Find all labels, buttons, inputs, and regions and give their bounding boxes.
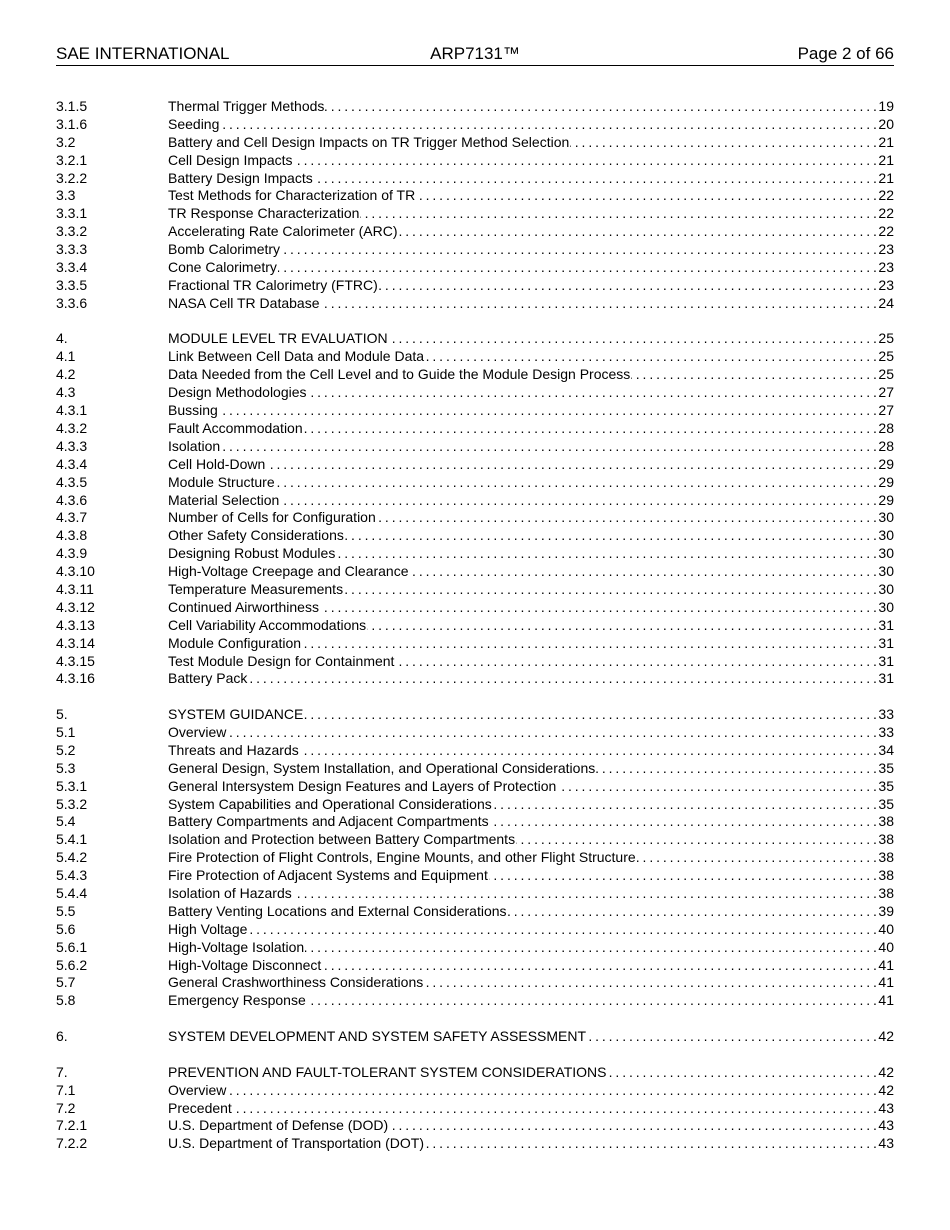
- toc-entry-line: [168, 223, 894, 241]
- toc-entry-line: [168, 474, 894, 492]
- toc-entry-number: 3.3.4: [56, 259, 88, 276]
- toc-entry-number: 4.3.9: [56, 545, 88, 562]
- header-organization: SAE INTERNATIONAL: [56, 44, 230, 63]
- toc-entry-page: 41: [878, 992, 894, 1009]
- toc-entry-title[interactable]: Design Methodologies: [168, 384, 307, 401]
- toc-entry-page: 21: [878, 133, 894, 150]
- toc-entry[interactable]: [56, 1100, 894, 1118]
- toc-entry-page: 43: [878, 1135, 894, 1152]
- toc-entry-page: 38: [878, 849, 894, 866]
- toc-entry-number: 4.3.1: [56, 402, 88, 419]
- toc-entry[interactable]: [56, 670, 894, 688]
- toc-entry-page: 41: [878, 956, 894, 973]
- toc-entry[interactable]: [56, 635, 894, 653]
- toc-entry-number: 5.: [56, 706, 68, 723]
- toc-entry-page: 29: [878, 473, 894, 490]
- toc-entry-page: 25: [878, 366, 894, 383]
- toc-entry-number: 4.3.13: [56, 616, 95, 633]
- toc-entry-number: 4.3.15: [56, 652, 95, 669]
- toc-entry-page: 31: [878, 616, 894, 633]
- toc-entry-title[interactable]: Cell Design Impacts: [168, 151, 293, 168]
- toc-entry[interactable]: [56, 134, 894, 152]
- toc-section-group: [56, 1064, 894, 1153]
- toc-entry-title[interactable]: High-Voltage Disconnect: [168, 956, 322, 973]
- toc-entry-number: 4.3.7: [56, 509, 88, 526]
- toc-entry[interactable]: [56, 1135, 894, 1153]
- toc-entry-line: [168, 277, 894, 295]
- toc-entry[interactable]: [56, 992, 894, 1010]
- toc-entry-title[interactable]: Battery and Cell Design Impacts on TR Trigger Method Selection: [168, 133, 570, 150]
- toc-entry-title[interactable]: Continued Airworthiness: [168, 598, 319, 615]
- toc-entry-line: [168, 98, 894, 116]
- toc-entry-number: 4.3.4: [56, 455, 88, 472]
- toc-entry-line: [168, 617, 894, 635]
- toc-entry-page: 22: [878, 187, 894, 204]
- toc-dot-leader: [168, 402, 894, 420]
- toc-dot-leader: [168, 1082, 894, 1100]
- toc-entry[interactable]: [56, 867, 894, 885]
- toc-entry[interactable]: [56, 205, 894, 223]
- toc-entry[interactable]: [56, 831, 894, 849]
- toc-entry-page: 27: [878, 384, 894, 401]
- toc-entry[interactable]: [56, 1064, 894, 1082]
- toc-entry-title[interactable]: Data Needed from the Cell Level and to Guide the Module Design Process: [168, 366, 631, 383]
- toc-entry-number: 3.2.2: [56, 169, 88, 186]
- toc-entry-line: [168, 778, 894, 796]
- toc-entry[interactable]: [56, 152, 894, 170]
- toc-entry-title[interactable]: Battery Compartments and Adjacent Compartments: [168, 813, 489, 830]
- toc-entry[interactable]: [56, 223, 894, 241]
- toc-entry-page: 29: [878, 455, 894, 472]
- toc-entry-line: [168, 1100, 894, 1118]
- toc-entry-number: 7.2.1: [56, 1117, 88, 1134]
- toc-entry-number: 5.1: [56, 723, 76, 740]
- toc-entry-line: [168, 599, 894, 617]
- toc-entry-line: [168, 653, 894, 671]
- toc-entry-number: 4.1: [56, 348, 76, 365]
- page-header: [56, 43, 894, 66]
- toc-entry-title[interactable]: Cone Calorimetry: [168, 259, 277, 276]
- toc-entry[interactable]: [56, 581, 894, 599]
- toc-dot-leader: [168, 474, 894, 492]
- toc-entry-number: 5.2: [56, 741, 76, 758]
- toc-entry-number: 4.3.6: [56, 491, 88, 508]
- toc-entry-title[interactable]: General Design, System Installation, and Operational Considerations: [168, 759, 596, 776]
- toc-entry-number: 3.1.6: [56, 115, 88, 132]
- toc-entry-page: 35: [878, 759, 894, 776]
- toc-entry-title[interactable]: Threats and Hazards: [168, 741, 299, 758]
- toc-entry-page: 20: [878, 115, 894, 132]
- toc-entry[interactable]: [56, 187, 894, 205]
- toc-dot-leader: [168, 1100, 894, 1118]
- toc-entry-page: 43: [878, 1099, 894, 1116]
- toc-entry-page: 30: [878, 545, 894, 562]
- toc-entry-page: 38: [878, 885, 894, 901]
- toc-entry[interactable]: [56, 885, 894, 903]
- toc-entry-title[interactable]: U.S. Department of Transportation (DOT): [168, 1135, 424, 1152]
- toc-entry[interactable]: [56, 241, 894, 259]
- toc-entry-page: 19: [878, 98, 894, 114]
- toc-entry-line: [168, 885, 894, 903]
- toc-entry-page: 29: [878, 491, 894, 508]
- toc-entry[interactable]: [56, 509, 894, 527]
- toc-entry-number: 3.3.5: [56, 276, 88, 293]
- toc-entry[interactable]: [56, 1028, 894, 1046]
- toc-entry-line: [168, 903, 894, 921]
- toc-entry-page: 23: [878, 241, 894, 258]
- toc-entry-title[interactable]: Seeding: [168, 115, 220, 132]
- toc-entry-title[interactable]: Accelerating Rate Calorimeter (ARC): [168, 223, 398, 240]
- toc-entry-line: [168, 813, 894, 831]
- toc-entry-title[interactable]: Isolation of Hazards: [168, 885, 292, 901]
- toc-section-group: [56, 1028, 894, 1046]
- toc-entry-title[interactable]: TR Response Characterization: [168, 205, 360, 222]
- toc-entry-line: [168, 259, 894, 277]
- toc-entry-line: [168, 205, 894, 223]
- toc-entry-title[interactable]: Isolation and Protection between Battery Compartments: [168, 831, 516, 848]
- toc-entry[interactable]: [56, 813, 894, 831]
- toc-entry-number: 4.3.8: [56, 527, 88, 544]
- toc-entry-line: [168, 581, 894, 599]
- toc-entry-line: [168, 957, 894, 975]
- toc-entry-number: 3.3.2: [56, 223, 88, 240]
- toc-entry-number: 4.3.16: [56, 670, 95, 687]
- toc-entry-title[interactable]: Fractional TR Calorimetry (FTRC): [168, 276, 378, 293]
- toc-entry-title[interactable]: Module Configuration: [168, 634, 302, 651]
- toc-entry-page: 42: [878, 1063, 894, 1080]
- toc-entry-title[interactable]: Bomb Calorimetry: [168, 241, 281, 258]
- toc-entry-number: 3.3.6: [56, 294, 88, 311]
- toc-entry-number: 5.4.3: [56, 867, 88, 884]
- toc-entry-page: 42: [878, 1081, 894, 1098]
- toc-entry-title[interactable]: Fault Accommodation: [168, 419, 303, 436]
- toc-entry-number: 4.3.14: [56, 634, 95, 651]
- toc-entry-line: [168, 545, 894, 563]
- toc-entry-line: [168, 456, 894, 474]
- toc-entry[interactable]: [56, 724, 894, 742]
- toc-entry-number: 3.1.5: [56, 98, 88, 114]
- toc-entry-title[interactable]: Thermal Trigger Methods: [168, 98, 325, 114]
- toc-entry-line: [168, 724, 894, 742]
- toc-dot-leader: [168, 921, 894, 939]
- toc-entry-line: [168, 992, 894, 1010]
- toc-entry-line: [168, 187, 894, 205]
- toc-entry[interactable]: [56, 903, 894, 921]
- toc-entry-line: [168, 402, 894, 420]
- toc-entry-title[interactable]: U.S. Department of Defense (DOD): [168, 1117, 389, 1134]
- toc-entry-title[interactable]: NASA Cell TR Database: [168, 294, 320, 311]
- toc-entry[interactable]: [56, 742, 894, 760]
- toc-entry-page: 23: [878, 276, 894, 293]
- toc-entry-number: 3.3: [56, 187, 76, 204]
- toc-entry-title[interactable]: Fire Protection of Flight Controls, Engine Mounts, and other Flight Structure: [168, 849, 636, 866]
- toc-entry-number: 7.2.2: [56, 1135, 88, 1152]
- toc-entry-line: [168, 509, 894, 527]
- toc-entry[interactable]: [56, 456, 894, 474]
- toc-entry[interactable]: [56, 295, 894, 313]
- toc-entry-line: [168, 1064, 894, 1082]
- toc-entry[interactable]: [56, 474, 894, 492]
- toc-entry-title[interactable]: Battery Venting Locations and External Considerations: [168, 902, 507, 919]
- toc-entry-page: 30: [878, 527, 894, 544]
- toc-entry-line: [168, 635, 894, 653]
- toc-entry-page: 21: [878, 151, 894, 168]
- toc-entry-line: [168, 670, 894, 688]
- toc-entry-page: 30: [878, 598, 894, 615]
- toc-entry-number: 5.7: [56, 974, 76, 991]
- toc-entry-title[interactable]: Overview: [168, 723, 227, 740]
- toc-entry-number: 7.: [56, 1063, 68, 1080]
- toc-entry-line: [168, 563, 894, 581]
- toc-entry-line: [168, 438, 894, 456]
- toc-entry-page: 42: [878, 1028, 894, 1045]
- toc-entry[interactable]: [56, 384, 894, 402]
- toc-entry-number: 3.3.3: [56, 241, 88, 258]
- toc-dot-leader: [168, 456, 894, 474]
- toc-entry-number: 4.2: [56, 366, 76, 383]
- toc-dot-leader: [168, 670, 894, 688]
- toc-entry-line: [168, 116, 894, 134]
- toc-entry-line: [168, 742, 894, 760]
- toc-entry-page: 40: [878, 920, 894, 937]
- toc-entry[interactable]: [56, 939, 894, 957]
- toc-entry-line: [168, 492, 894, 510]
- toc-entry-number: 4.3: [56, 384, 76, 401]
- toc-entry[interactable]: [56, 348, 894, 366]
- toc-entry-title[interactable]: SYSTEM DEVELOPMENT AND SYSTEM SAFETY ASSESSMENT: [168, 1028, 587, 1045]
- toc-entry-title[interactable]: Cell Hold-Down: [168, 455, 266, 472]
- toc-entry-page: 28: [878, 437, 894, 454]
- toc-entry-line: [168, 831, 894, 849]
- toc-entry-page: 43: [878, 1117, 894, 1134]
- toc-entry-line: [168, 366, 894, 384]
- toc-entry-line: [168, 706, 894, 724]
- toc-entry-number: 5.3.2: [56, 795, 88, 812]
- toc-entry-number: 5.6: [56, 920, 76, 937]
- toc-entry-line: [168, 1117, 894, 1135]
- toc-entry-number: 7.1: [56, 1081, 76, 1098]
- toc-entry[interactable]: [56, 277, 894, 295]
- toc-entry-title[interactable]: High Voltage: [168, 920, 248, 937]
- toc-entry-line: [168, 760, 894, 778]
- toc-entry[interactable]: [56, 259, 894, 277]
- toc-entry-page: 24: [878, 294, 894, 311]
- toc-entry-page: 22: [878, 223, 894, 240]
- toc-entry-number: 4.3.11: [56, 580, 94, 597]
- toc-entry[interactable]: [56, 921, 894, 939]
- toc-entry-line: [168, 420, 894, 438]
- toc-entry-number: 5.3.1: [56, 777, 88, 794]
- toc-entry-number: 6.: [56, 1028, 68, 1045]
- toc-entry-page: 31: [878, 634, 894, 651]
- toc-entry[interactable]: [56, 116, 894, 134]
- toc-entry-title[interactable]: Battery Pack: [168, 670, 248, 687]
- toc-dot-leader: [168, 724, 894, 742]
- toc-entry-title[interactable]: Cell Variability Accommodations: [168, 616, 367, 633]
- toc-entry-line: [168, 974, 894, 992]
- table-of-contents: [56, 98, 894, 1171]
- toc-entry-title[interactable]: System Capabilities and Operational Considerations: [168, 795, 492, 812]
- toc-entry-line: [168, 849, 894, 867]
- toc-entry-title[interactable]: Isolation: [168, 437, 221, 454]
- toc-entry-line: [168, 939, 894, 957]
- toc-entry[interactable]: [56, 778, 894, 796]
- toc-entry-page: 35: [878, 777, 894, 794]
- toc-entry-number: 5.3: [56, 759, 76, 776]
- toc-entry-number: 5.5: [56, 902, 76, 919]
- toc-section-group: [56, 330, 894, 688]
- toc-entry-line: [168, 1082, 894, 1100]
- toc-entry-page: 41: [878, 974, 894, 991]
- toc-entry[interactable]: [56, 617, 894, 635]
- toc-entry-title[interactable]: Overview: [168, 1081, 227, 1098]
- toc-entry-number: 4.: [56, 330, 68, 347]
- toc-entry-number: 4.3.10: [56, 563, 95, 580]
- toc-entry[interactable]: [56, 563, 894, 581]
- toc-entry-title[interactable]: Test Methods for Characterization of TR: [168, 187, 416, 204]
- toc-entry[interactable]: [56, 760, 894, 778]
- toc-entry-number: 4.3.2: [56, 419, 88, 436]
- toc-entry-line: [168, 921, 894, 939]
- toc-entry-title[interactable]: Temperature Measurements: [168, 580, 344, 597]
- toc-entry-page: 30: [878, 563, 894, 580]
- toc-entry-number: 5.4.4: [56, 885, 88, 901]
- toc-entry-number: 5.8: [56, 992, 76, 1009]
- toc-entry-number: 4.3.5: [56, 473, 88, 490]
- header-page-label: Page 2 of 66: [797, 44, 894, 63]
- toc-entry[interactable]: [56, 1117, 894, 1135]
- toc-entry-page: 23: [878, 259, 894, 276]
- header-document-id: ARP7131™: [430, 44, 520, 63]
- toc-entry-page: 38: [878, 831, 894, 848]
- toc-entry-title[interactable]: Battery Design Impacts: [168, 169, 313, 186]
- toc-entry-line: [168, 152, 894, 170]
- toc-entry-number: 3.2: [56, 133, 76, 150]
- toc-entry-number: 5.4: [56, 813, 76, 830]
- toc-entry[interactable]: [56, 706, 894, 724]
- toc-entry-line: [168, 1135, 894, 1153]
- toc-entry-page: 30: [878, 580, 894, 597]
- toc-entry-line: [168, 527, 894, 545]
- toc-entry-title[interactable]: Module Structure: [168, 473, 275, 490]
- toc-entry-line: [168, 241, 894, 259]
- toc-entry-title[interactable]: Number of Cells for Configuration: [168, 509, 376, 526]
- toc-entry-title[interactable]: Link Between Cell Data and Module Data: [168, 348, 425, 365]
- toc-entry[interactable]: [56, 527, 894, 545]
- toc-entry-title[interactable]: Test Module Design for Containment: [168, 652, 395, 669]
- toc-entry-title[interactable]: High-Voltage Isolation: [168, 938, 305, 955]
- toc-entry[interactable]: [56, 545, 894, 563]
- toc-entry[interactable]: [56, 98, 894, 116]
- toc-entry-page: 28: [878, 419, 894, 436]
- toc-entry-line: [168, 384, 894, 402]
- toc-entry[interactable]: [56, 420, 894, 438]
- toc-entry-title[interactable]: General Intersystem Design Features and Layers of Protection: [168, 777, 557, 794]
- toc-section-group: [56, 98, 894, 313]
- toc-entry-title[interactable]: High-Voltage Creepage and Clearance: [168, 563, 409, 580]
- toc-entry-number: 3.2.1: [56, 151, 88, 168]
- toc-entry[interactable]: [56, 492, 894, 510]
- toc-entry-number: 7.2: [56, 1099, 76, 1116]
- toc-entry-line: [168, 867, 894, 885]
- toc-entry[interactable]: [56, 366, 894, 384]
- toc-entry-title[interactable]: Material Selection: [168, 491, 280, 508]
- toc-entry-line: [168, 796, 894, 814]
- toc-entry-title[interactable]: Fire Protection of Adjacent Systems and Equipment: [168, 867, 488, 884]
- toc-entry-title[interactable]: Bussing: [168, 402, 218, 419]
- toc-section-group: [56, 706, 894, 1010]
- toc-entry-title[interactable]: Emergency Response: [168, 992, 306, 1009]
- toc-entry-number: 4.3.3: [56, 437, 88, 454]
- toc-entry[interactable]: [56, 1082, 894, 1100]
- toc-entry-title[interactable]: Precedent: [168, 1099, 232, 1116]
- toc-entry-line: [168, 330, 894, 348]
- toc-entry-page: 21: [878, 169, 894, 186]
- toc-entry-number: 3.3.1: [56, 205, 88, 222]
- toc-entry-title[interactable]: General Crashworthiness Considerations: [168, 974, 424, 991]
- toc-entry-page: 38: [878, 813, 894, 830]
- toc-entry-title[interactable]: Designing Robust Modules: [168, 545, 336, 562]
- toc-entry-number: 5.6.2: [56, 956, 88, 973]
- toc-entry-line: [168, 1028, 894, 1046]
- toc-entry[interactable]: [56, 653, 894, 671]
- toc-entry[interactable]: [56, 599, 894, 617]
- toc-entry-line: [168, 348, 894, 366]
- toc-entry[interactable]: [56, 974, 894, 992]
- toc-entry-title[interactable]: MODULE LEVEL TR EVALUATION: [168, 330, 388, 347]
- toc-entry-number: 5.4.2: [56, 849, 88, 866]
- toc-entry-page: 25: [878, 330, 894, 347]
- toc-entry-line: [168, 134, 894, 152]
- toc-entry-page: 33: [878, 723, 894, 740]
- toc-dot-leader: [168, 438, 894, 456]
- toc-entry-page: 31: [878, 652, 894, 669]
- toc-entry-title[interactable]: Other Safety Considerations: [168, 527, 344, 544]
- toc-entry-line: [168, 295, 894, 313]
- toc-entry-line: [168, 170, 894, 188]
- toc-entry-page: 22: [878, 205, 894, 222]
- toc-entry-number: 5.4.1: [56, 831, 88, 848]
- toc-entry-title[interactable]: SYSTEM GUIDANCE: [168, 706, 304, 723]
- toc-dot-leader: [168, 116, 894, 134]
- toc-entry[interactable]: [56, 170, 894, 188]
- toc-entry-number: 5.6.1: [56, 938, 88, 955]
- toc-entry[interactable]: [56, 957, 894, 975]
- toc-entry-page: 40: [878, 938, 894, 955]
- toc-entry-page: 38: [878, 867, 894, 884]
- toc-entry[interactable]: [56, 438, 894, 456]
- toc-entry[interactable]: [56, 849, 894, 867]
- toc-entry-number: 4.3.12: [56, 598, 95, 615]
- toc-entry-page: 27: [878, 402, 894, 419]
- toc-entry[interactable]: [56, 796, 894, 814]
- toc-entry-page: 31: [878, 670, 894, 687]
- toc-entry-page: 25: [878, 348, 894, 365]
- toc-entry-page: 39: [878, 902, 894, 919]
- toc-entry[interactable]: [56, 402, 894, 420]
- toc-entry-page: 33: [878, 706, 894, 723]
- toc-entry-page: 35: [878, 795, 894, 812]
- toc-entry-page: 34: [878, 741, 894, 758]
- toc-entry[interactable]: [56, 330, 894, 348]
- toc-entry-page: 30: [878, 509, 894, 526]
- toc-entry-title[interactable]: PREVENTION AND FAULT-TOLERANT SYSTEM CONSIDERATIONS: [168, 1063, 607, 1080]
